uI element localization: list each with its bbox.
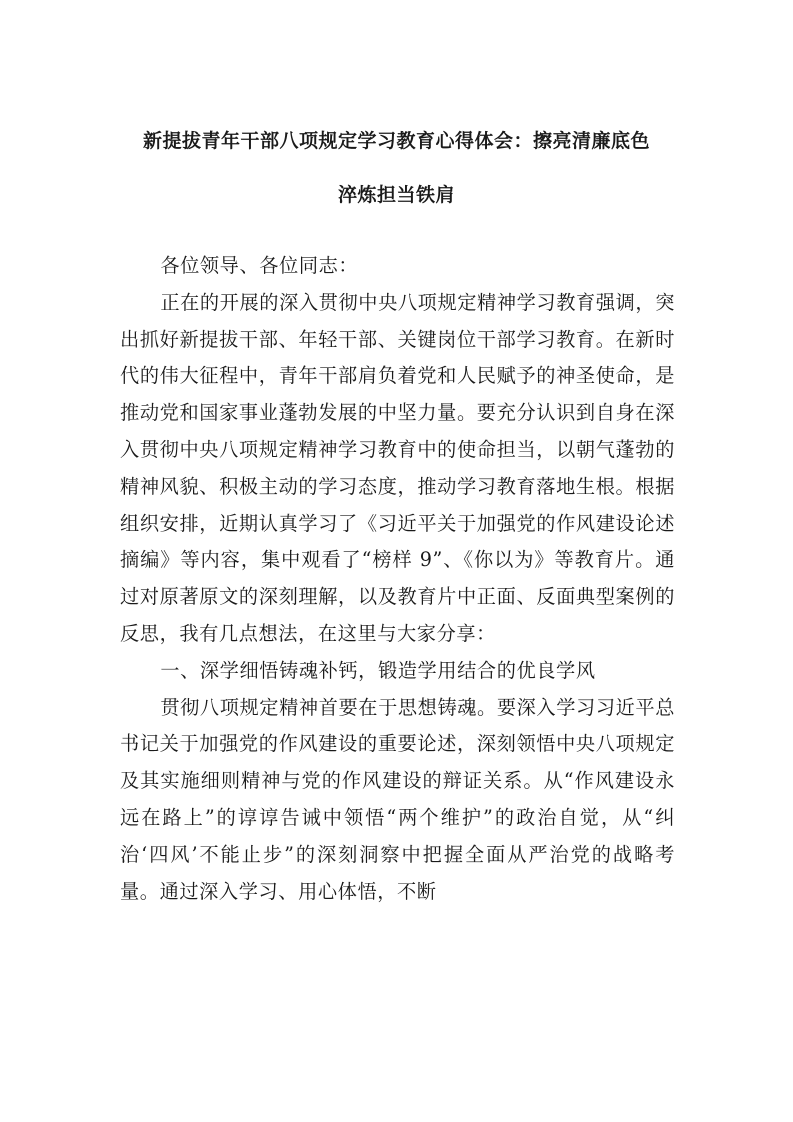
document-title-line-2: 淬炼担当铁肩 bbox=[337, 184, 455, 206]
document-title-line-1: 新提拔青年干部八项规定学习教育心得体会：擦亮清廉底色 bbox=[142, 130, 650, 152]
document-body bbox=[120, 248, 675, 910]
paragraph-intro: 正在的开展的深入贯彻中央八项规定精神学习教育强调，突出抓好新提拔干部、年轻干部、关键岗位干部学习教育。在新时代的伟大征程中，青年干部肩负着党和人民赋予的神圣使命，是推动党和国家事业蓬勃发展的中坚力量。要充分认识到自身在深入贯彻中央八项规定精神学习教育中的使命担当，以朝气蓬勃的精神风貌、积极主动的学习态度，推动学习教育落地生根。根据组织安排，近期认真学习了《习近平关于加强党的作风建设论述摘编》等内容，集中观看了“榜样 9”、《你以为》等教育片。通过对原著原文的深刻理解，以及教育片中正面、反面典型案例的反思，我有几点想法，在这里与大家分享： bbox=[120, 290, 675, 645]
salutation: 各位领导、各位同志： bbox=[160, 254, 359, 277]
section-heading-1: 一、深学细悟铸魂补钙，锻造学用结合的优良学风 bbox=[160, 658, 596, 682]
paragraph-section-1: 贯彻八项规定精神首要在于思想铸魂。要深入学习习近平总书记关于加强党的作风建设的重要论述，深刻领悟中央八项规定及其实施细则精神与党的作风建设的辩证关系。从“作风建设永远在路上”的谆谆告诫中领悟“两个维护”的政治自觉，从“纠治‘四风’不能止步”的深刻洞察中把握全面从严治党的战略考量。通过深入学习、用心体悟，不断 bbox=[120, 695, 675, 903]
